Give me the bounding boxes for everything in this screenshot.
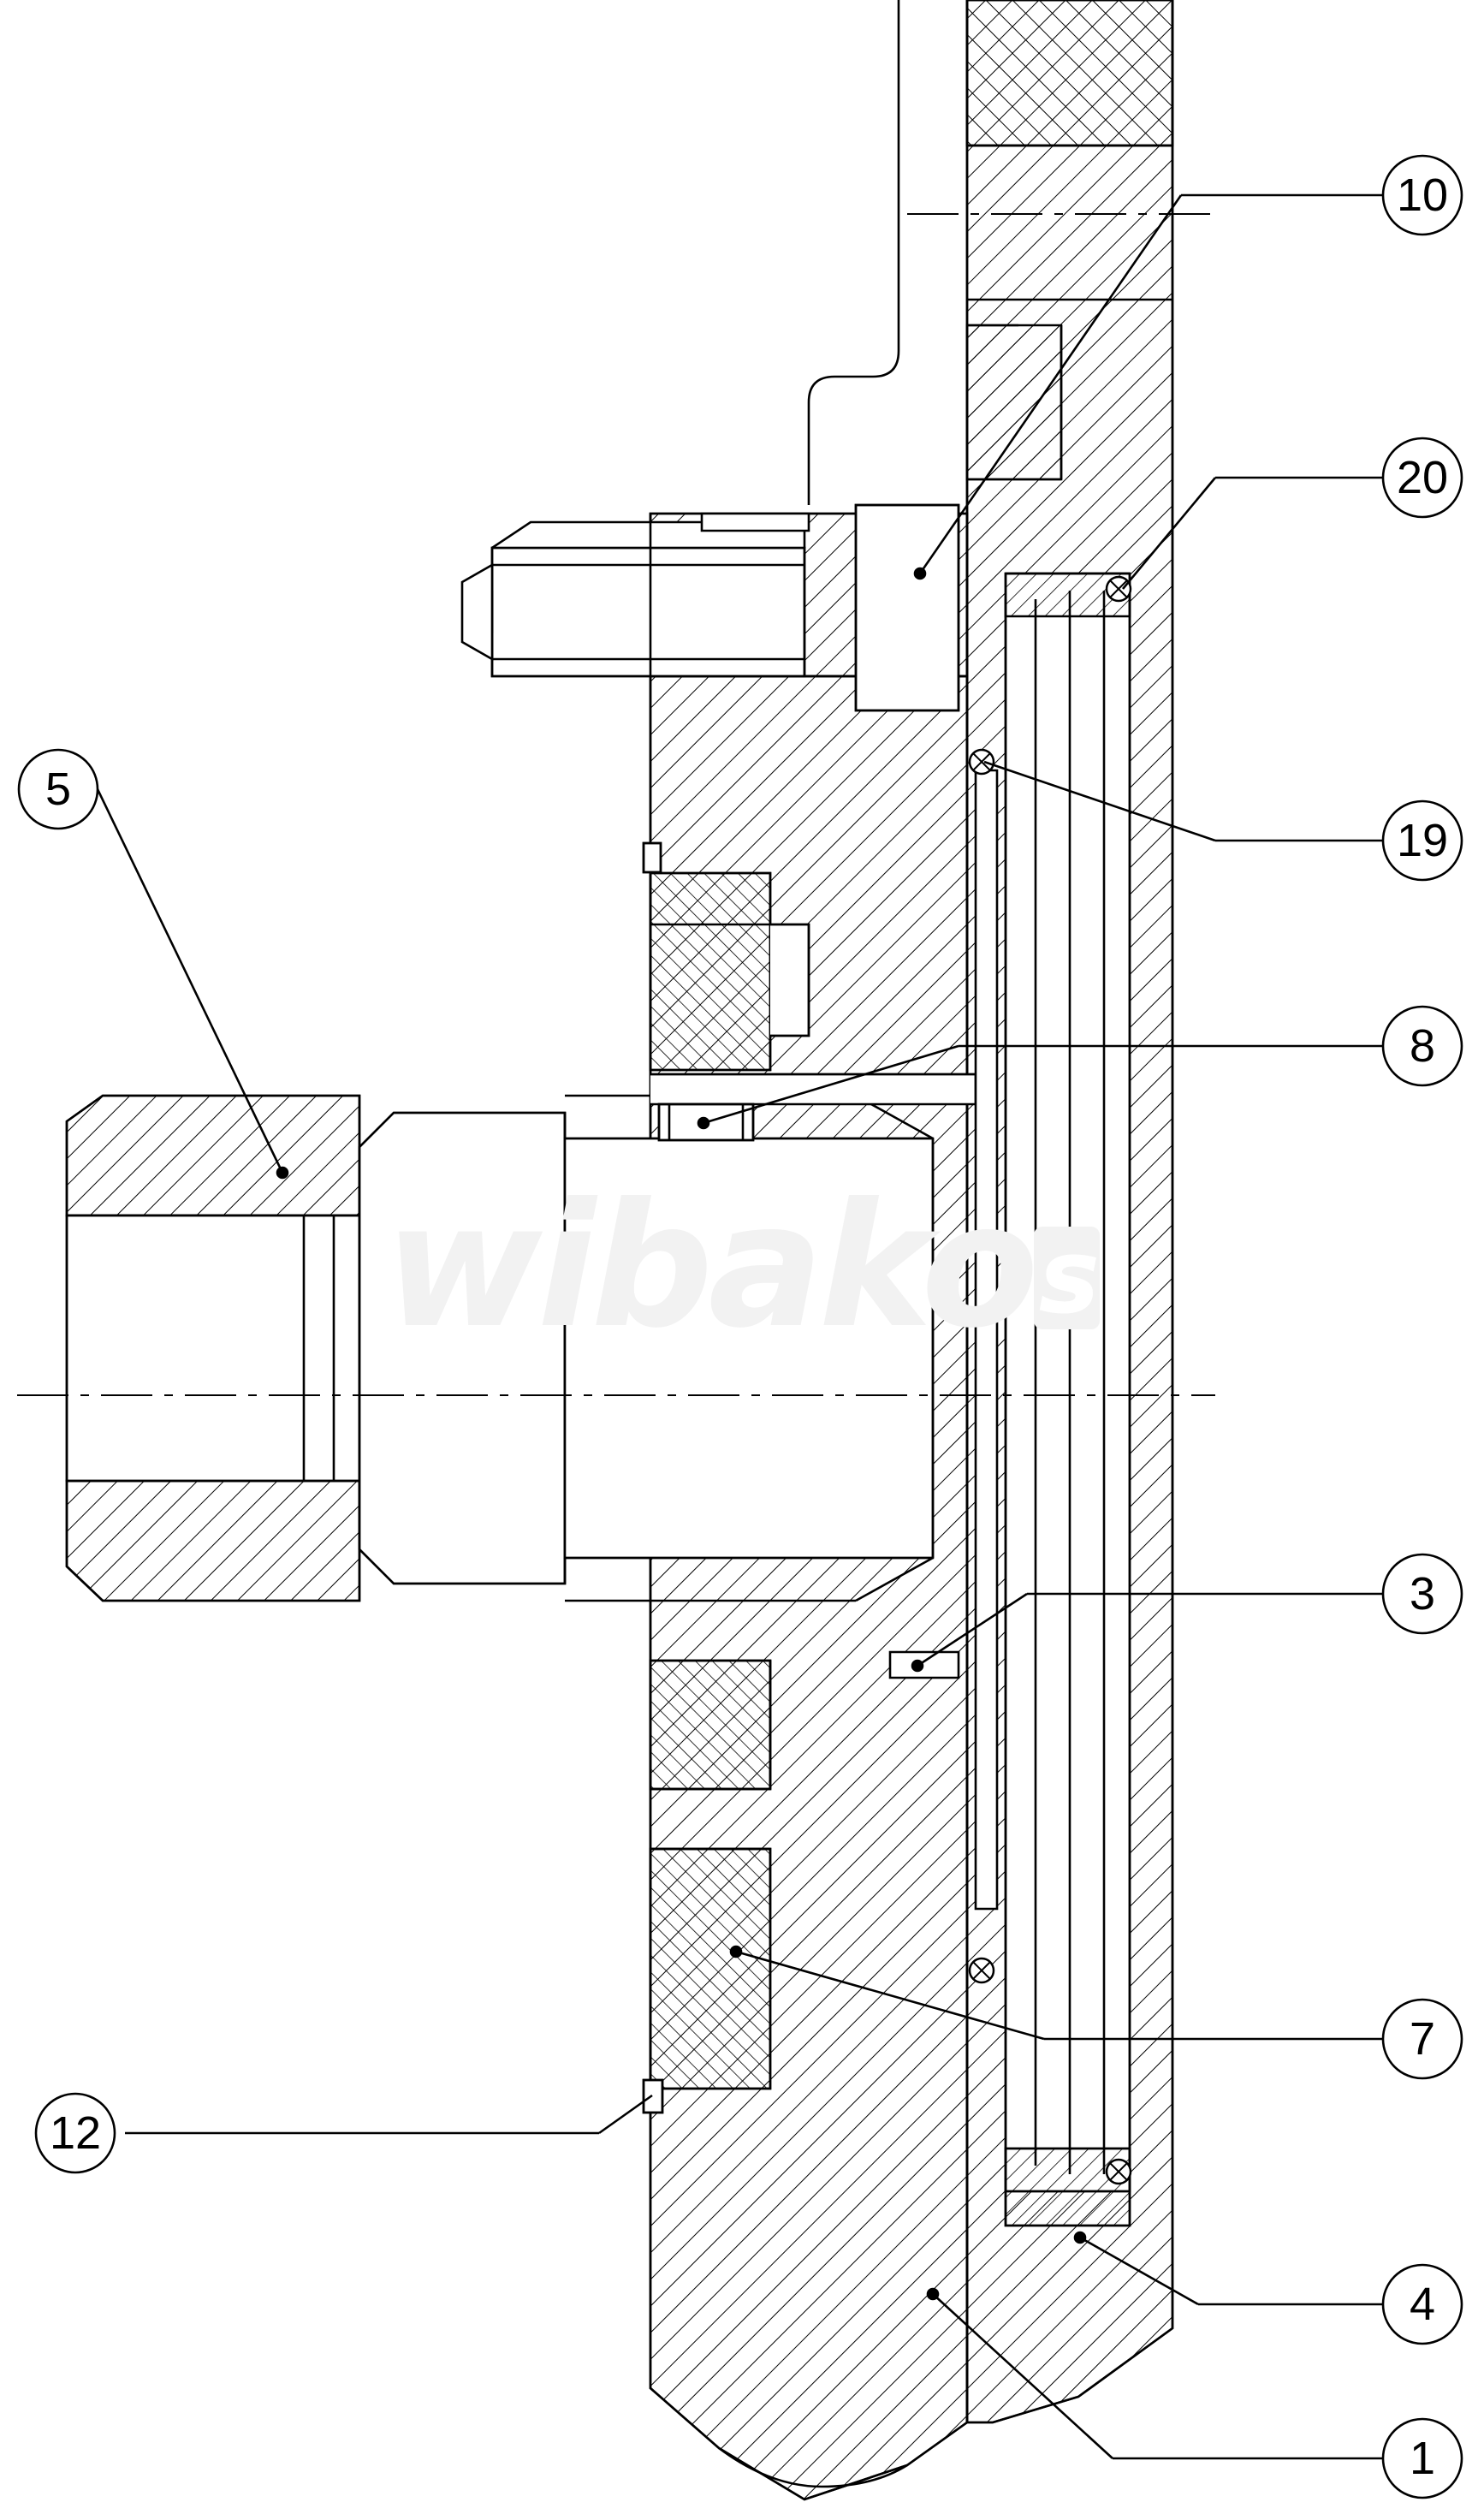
balloon-1[interactable] [1383, 2419, 1462, 2498]
balloon-label-8: 8 [1409, 1020, 1436, 1072]
balloon-20[interactable] [1383, 438, 1462, 517]
balloon-10[interactable] [1383, 156, 1462, 235]
balloon-label-19: 19 [1396, 815, 1449, 866]
balloon-7[interactable] [1383, 2000, 1462, 2078]
balloon-label-3: 3 [1409, 1568, 1436, 1620]
balloon-3[interactable] [1383, 1554, 1462, 1633]
balloon-label-5: 5 [45, 764, 72, 815]
balloon-19[interactable] [1383, 801, 1462, 880]
balloon-label-4: 4 [1409, 2279, 1436, 2330]
balloon-label-20: 20 [1396, 452, 1449, 503]
balloon-12[interactable] [36, 2094, 115, 2172]
balloon-4[interactable] [1383, 2265, 1462, 2344]
balloon-label-1: 1 [1409, 2433, 1436, 2484]
balloon-label-10: 10 [1396, 169, 1449, 221]
watermark-badge: s [1034, 1227, 1100, 1329]
balloon-5[interactable] [19, 750, 98, 829]
balloon-label-12: 12 [49, 2107, 102, 2159]
balloon-label-7: 7 [1409, 2013, 1436, 2065]
balloon-8[interactable] [1383, 1007, 1462, 1085]
watermark-text: wibako [383, 1167, 1034, 1366]
